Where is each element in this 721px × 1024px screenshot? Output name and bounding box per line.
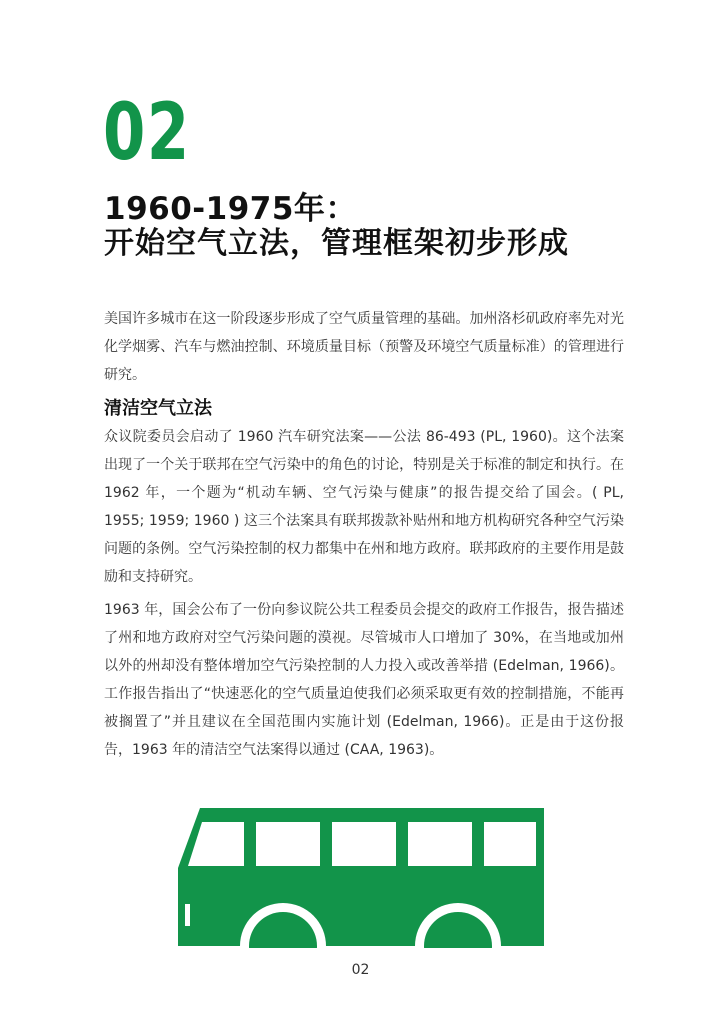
chapter-number: 02: [103, 88, 191, 178]
page-title-line-1: 1960-1975年：: [104, 191, 357, 227]
intro-paragraph: 美国许多城市在这一阶段逐步形成了空气质量管理的基础。加州洛杉矶政府率先对光化学烟雾、汽车与燃油控制、环境质量目标（预警及环境空气质量标准）的管理进行研究。: [104, 311, 624, 383]
bus-icon: [178, 808, 544, 948]
page-title-line-2: 开始空气立法，管理框架初步形成: [104, 226, 569, 261]
section-heading: 清洁空气立法: [104, 398, 212, 419]
body-paragraph-2: 1963 年，国会公布了一份向参议院公共工程委员会提交的政府工作报告，报告描述了州和地方政府对空气污染问题的漠视。尽管城市人口增加了 30%，在当地或加州以外的州却没有整体增加空气污染控制的人力投入或改善举措 (Edelman, 1966)。工作报告指出了“快速恶化的空气质量迫使我们必须采取更有效的控制措施，不能再被搁置了”并且建议在全国范围内实施计划 (Edelman, 1966)。正是由于这份报告，1963 年的清洁空气法案得以通过 (CAA, 1963)。: [104, 602, 624, 758]
body-paragraph-1: 众议院委员会启动了 1960 汽车研究法案——公法 86-493 (PL, 1960)。这个法案出现了一个关于联邦在空气污染中的角色的讨论，特别是关于标准的制定和执行。在 1962 年，一个题为“机动车辆、空气污染与健康”的报告提交给了国会。( PL, 1955; 1959; 1960 ) 这三个法案具有联邦拨款补贴州和地方机构研究各种空气污染问题的条例。空气污染控制的权力都集中在州和地方政府。联邦政府的主要作用是鼓励和支持研究。: [104, 429, 624, 585]
page-number: 02: [351, 962, 370, 978]
